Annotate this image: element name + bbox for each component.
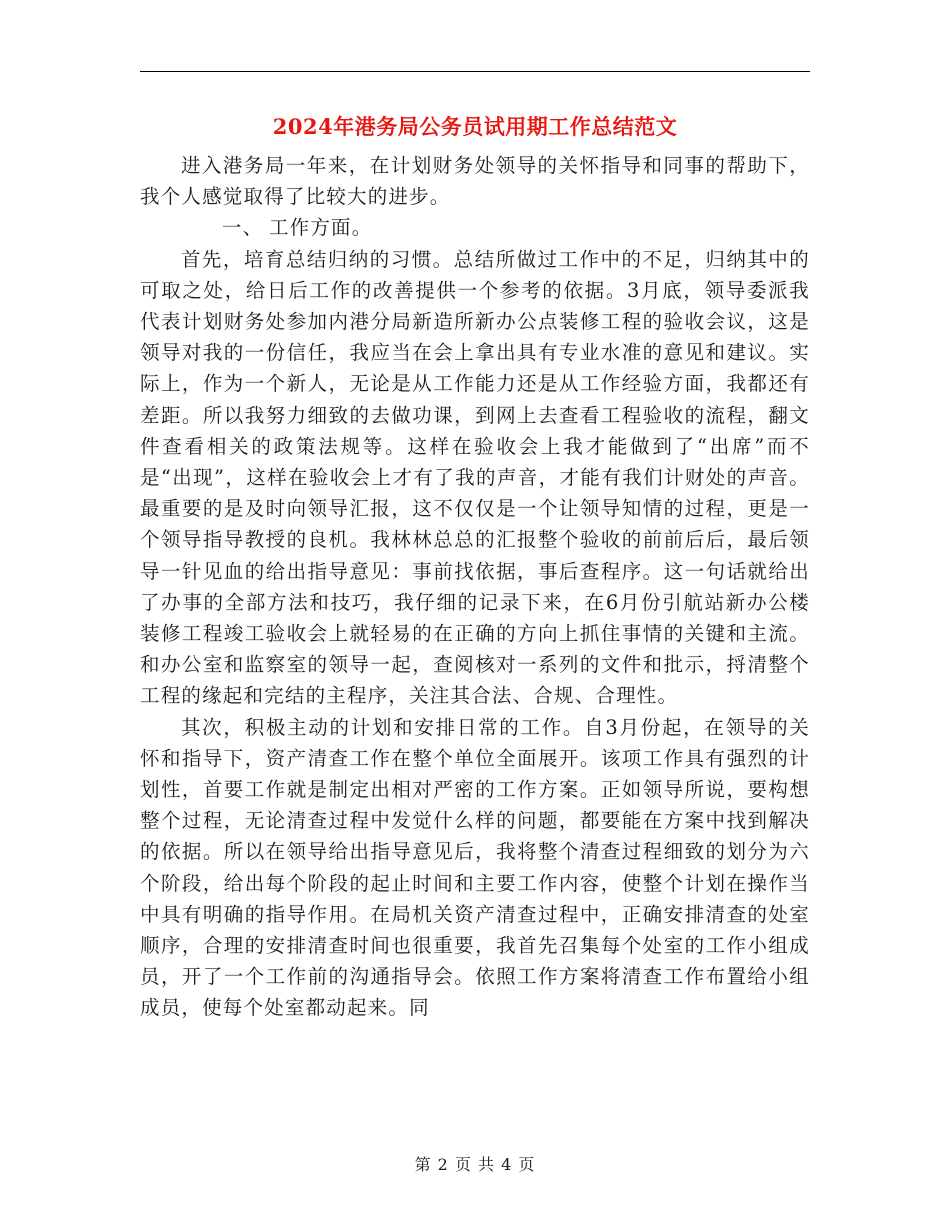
paragraph-second: 其次，积极主动的计划和安排日常的工作。自3月份起，在领导的关怀和指导下，资产清查工作在整个单位全面展开。该项工作具有强烈的计划性，首要工作就是制定出相对严密的工作方案。正如领导所说，要构想整个过程，无论清查过程中发觉什么样的问题，都要能在方案中找到解决的依据。所以在领导给出指导意见后，我将整个清查过程细致的划分为六个阶段，给出每个阶段的起止时间和主要工作内容，使整个计划在操作当中具有明确的指导作用。在局机关资产清查过程中，正确安排清查的处室顺序，合理的安排清查时间也很重要，我首先召集每个处室的工作小组成员，开了一个工作前的沟通指导会。依照工作方案将清查工作布置给小组成员，使每个处室都动起来。同 — [140, 715, 810, 1020]
document-title: 2024年港务局公务员试用期工作总结范文 — [272, 114, 678, 139]
section-heading-number: 一、 — [221, 216, 264, 240]
page-footer: 第 2 页 共 4 页 — [414, 1155, 536, 1174]
section-heading-text: 工作方面。 — [268, 216, 373, 240]
paragraph-intro: 进入港务局一年来，在计划财务处领导的关怀指导和同事的帮助下，我个人感觉取得了比较大的进步。 — [140, 154, 810, 209]
section-heading — [140, 212, 810, 243]
header-rule — [140, 71, 810, 72]
document-body — [140, 150, 810, 1024]
paragraph-first: 首先，培育总结归纳的习惯。总结所做过工作中的不足，归纳其中的可取之处，给日后工作的改善提供一个参考的依据。3月底，领导委派我代表计划财务处参加内港分局新造所新办公点装修工程的验收会议，这是领导对我的一份信任，我应当在会上拿出具有专业水准的意见和建议。实际上，作为一个新人，无论是从工作能力还是从工作经验方面，我都还有差距。所以我努力细致的去做功课，到网上去查看工程验收的流程，翻文件查看相关的政策法规等。这样在验收会上我才能做到了“出席”而不是“出现”，这样在验收会上才有了我的声音，才能有我们计财处的声音。最重要的是及时向领导汇报，这不仅仅是一个让领导知情的过程，更是一个领导指导教授的良机。我林林总总的汇报整个验收的前前后后，最后领导一针见血的给出指导意见：事前找依据，事后查程序。这一句话就给出了办事的全部方法和技巧，我仔细的记录下来，在6月份引航站新办公楼装修工程竣工验收会上就轻易的在正确的方向上抓住事情的关键和主流。和办公室和监察室的领导一起，查阅核对一系列的文件和批示，捋清整个工程的缘起和完结的主程序，关注其合法、合规、合理性。 — [140, 247, 810, 708]
